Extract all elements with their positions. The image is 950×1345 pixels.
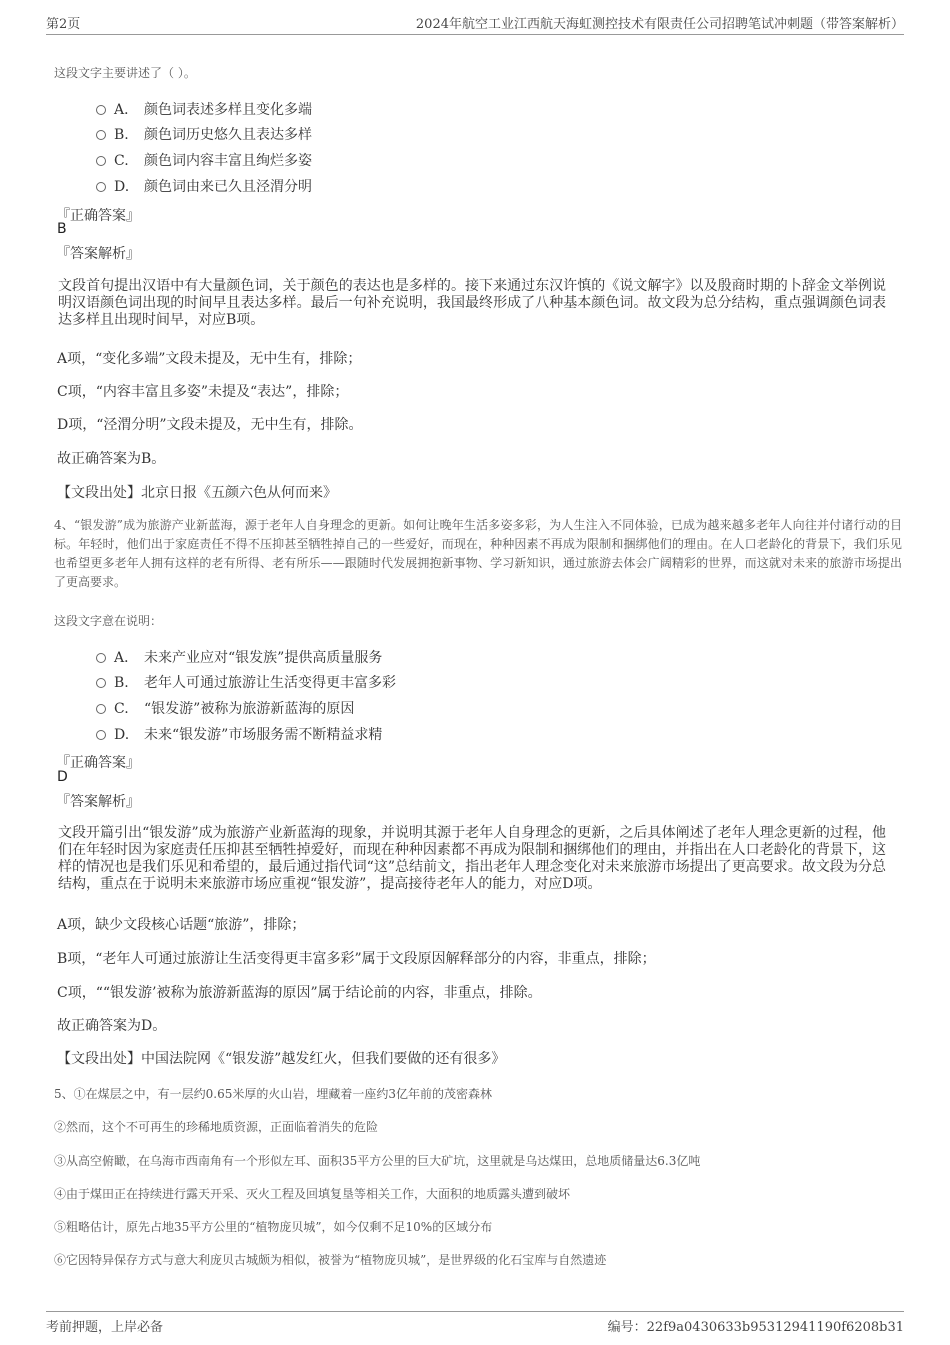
q3-option-d[interactable]: D. 颜色词由来已久且泾渭分明 bbox=[96, 176, 312, 196]
q4-note-c: C项，““银发游’被称为旅游新蓝海的原因”属于结论前的内容，非重点，排除。 bbox=[57, 985, 542, 1001]
q3-option-c[interactable]: C. 颜色词内容丰富且绚烂多姿 bbox=[96, 150, 312, 170]
radio-icon[interactable] bbox=[96, 130, 106, 140]
q4-option-d[interactable]: D. 未来“银发游”市场服务需不断精益求精 bbox=[96, 724, 382, 744]
q3-stem: 这段文字主要讲述了（ ）。 bbox=[54, 66, 196, 80]
q5-sentence-5: ⑤粗略估计，原先占地35平方公里的“植物庞贝城”，如今仅剩不足10%的区域分布 bbox=[54, 1220, 493, 1234]
radio-icon[interactable] bbox=[96, 105, 106, 115]
q5-sentence-2: ②然而，这个不可再生的珍稀地质资源，正面临着消失的危险 bbox=[54, 1120, 379, 1134]
footer-slogan: 考前押题，上岸必备 bbox=[46, 1320, 164, 1335]
radio-icon[interactable] bbox=[96, 704, 106, 714]
q4-note-a: A项，缺少文段核心话题“旅游”，排除； bbox=[57, 917, 306, 933]
q4-passage: 4、“银发游”成为旅游产业新蓝海，源于老年人自身理念的更新。如何让晚年生活多姿多彩，为人生注入不同体验，已成为越来越多老年人向往并付诸行动的目标。年轻时，他们出于家庭责任不得不压抑甚至牺牲掉自己的一些爱好，而现在，种种因素不再成为限制和捆绑他们的理由。在人口老龄化的背景下，我们乐见也希望更多老年人拥有这样的老有所得、老有所乐——跟随时代发展拥抱新事物、学习新知识，通过旅游去体会广阔精彩的世界，而这就对未来的旅游市场提出了更高要求。 bbox=[54, 518, 902, 589]
q3-note-a: A项，“变化多端”文段未提及，无中生有，排除； bbox=[57, 351, 362, 367]
page-number: 第2页 bbox=[46, 17, 81, 32]
q3-answer: B bbox=[57, 221, 67, 237]
q4-option-b[interactable]: B. 老年人可通过旅游让生活变得更丰富多彩 bbox=[96, 672, 396, 692]
q5-sentence-6: ⑥它因特异保存方式与意大利庞贝古城颇为相似，被誉为“植物庞贝城”，是世界级的化石宝库与自然遗迹 bbox=[54, 1253, 607, 1267]
radio-icon[interactable] bbox=[96, 730, 106, 740]
q3-note-c: C项，“内容丰富且多姿”未提及“表达”，排除； bbox=[57, 384, 349, 400]
q5-sentence-3: ③从高空俯瞰，在乌海市西南角有一个形似左耳、面积35平方公里的巨大矿坑，这里就是乌达煤田，总地质储量达6.3亿吨 bbox=[54, 1154, 701, 1168]
radio-icon[interactable] bbox=[96, 678, 106, 688]
document-id: 编号：22f9a0430633b95312941190f6208b31 bbox=[607, 1320, 904, 1335]
radio-icon[interactable] bbox=[96, 156, 106, 166]
q4-option-a[interactable]: A． 未来产业应对“银发族”提供高质量服务 bbox=[96, 647, 382, 667]
q4-source: 【文段出处】中国法院网《“银发游”越发红火，但我们要做的还有很多》 bbox=[57, 1051, 506, 1067]
q4-analysis-label: 『答案解析』 bbox=[56, 794, 140, 810]
q4-stem: 这段文字意在说明： bbox=[54, 614, 163, 628]
q4-option-c[interactable]: C. “银发游”被称为旅游新蓝海的原因 bbox=[96, 698, 354, 718]
q3-analysis: 文段首句提出汉语中有大量颜色词，关于颜色的表达也是多样的。接下来通过东汉许慎的《说文解字》以及殷商时期的卜辞金文举例说明汉语颜色词出现的时间早且表达多样。最后一句补充说明，我国最终形成了八种基本颜色词。故文段为总分结构，重点强调颜色词表达多样且出现时间早，对应B项。 bbox=[58, 278, 886, 328]
document-title: 2024年航空工业江西航天海虹测控技术有限责任公司招聘笔试冲刺题（带答案解析） bbox=[415, 17, 904, 32]
page-header bbox=[46, 13, 904, 35]
q5-sentence-1: 5、①在煤层之中，有一层约0.65米厚的火山岩，埋藏着一座约3亿年前的茂密森林 bbox=[54, 1087, 492, 1101]
q3-source: 【文段出处】北京日报《五颜六色从何而来》 bbox=[57, 485, 337, 501]
q4-answer-label: 『正确答案』 bbox=[56, 755, 140, 771]
q3-conclusion: 故正确答案为B。 bbox=[57, 451, 166, 467]
q3-option-a[interactable]: A． 颜色词表述多样且变化多端 bbox=[96, 99, 312, 119]
page-footer bbox=[46, 1311, 904, 1333]
q4-conclusion: 故正确答案为D。 bbox=[57, 1018, 167, 1034]
q5-sentence-4: ④由于煤田正在持续进行露天开采、灭火工程及回填复垦等相关工作，大面积的地质露头遭到破坏 bbox=[54, 1187, 571, 1201]
q3-analysis-label: 『答案解析』 bbox=[56, 246, 140, 262]
radio-icon[interactable] bbox=[96, 182, 106, 192]
q3-answer-label: 『正确答案』 bbox=[56, 208, 140, 224]
radio-icon[interactable] bbox=[96, 653, 106, 663]
q4-note-b: B项，“老年人可通过旅游让生活变得更丰富多彩”属于文段原因解释部分的内容，非重点，排除； bbox=[57, 951, 656, 967]
q3-option-b[interactable]: B. 颜色词历史悠久且表达多样 bbox=[96, 124, 312, 144]
q4-analysis: 文段开篇引出“银发游”成为旅游产业新蓝海的现象，并说明其源于老年人自身理念的更新，之后具体阐述了老年人理念更新的过程，他们在年轻时因为家庭责任压抑甚至牺牲掉爱好，而现在种种因素都不再成为限制和捆绑他们的理由，并指出在人口老龄化的背景下，这样的情况也是我们乐见和希望的，最后通过指代词“这”总结前文，指出老年人理念变化对未来旅游市场提出了更高要求。故文段为分总结构，重点在于说明未来旅游市场应重视“银发游”，提高接待老年人的能力，对应D项。 bbox=[58, 825, 886, 892]
q3-note-d: D项，“泾渭分明”文段未提及，无中生有，排除。 bbox=[57, 417, 363, 433]
q4-answer: D bbox=[57, 769, 68, 785]
